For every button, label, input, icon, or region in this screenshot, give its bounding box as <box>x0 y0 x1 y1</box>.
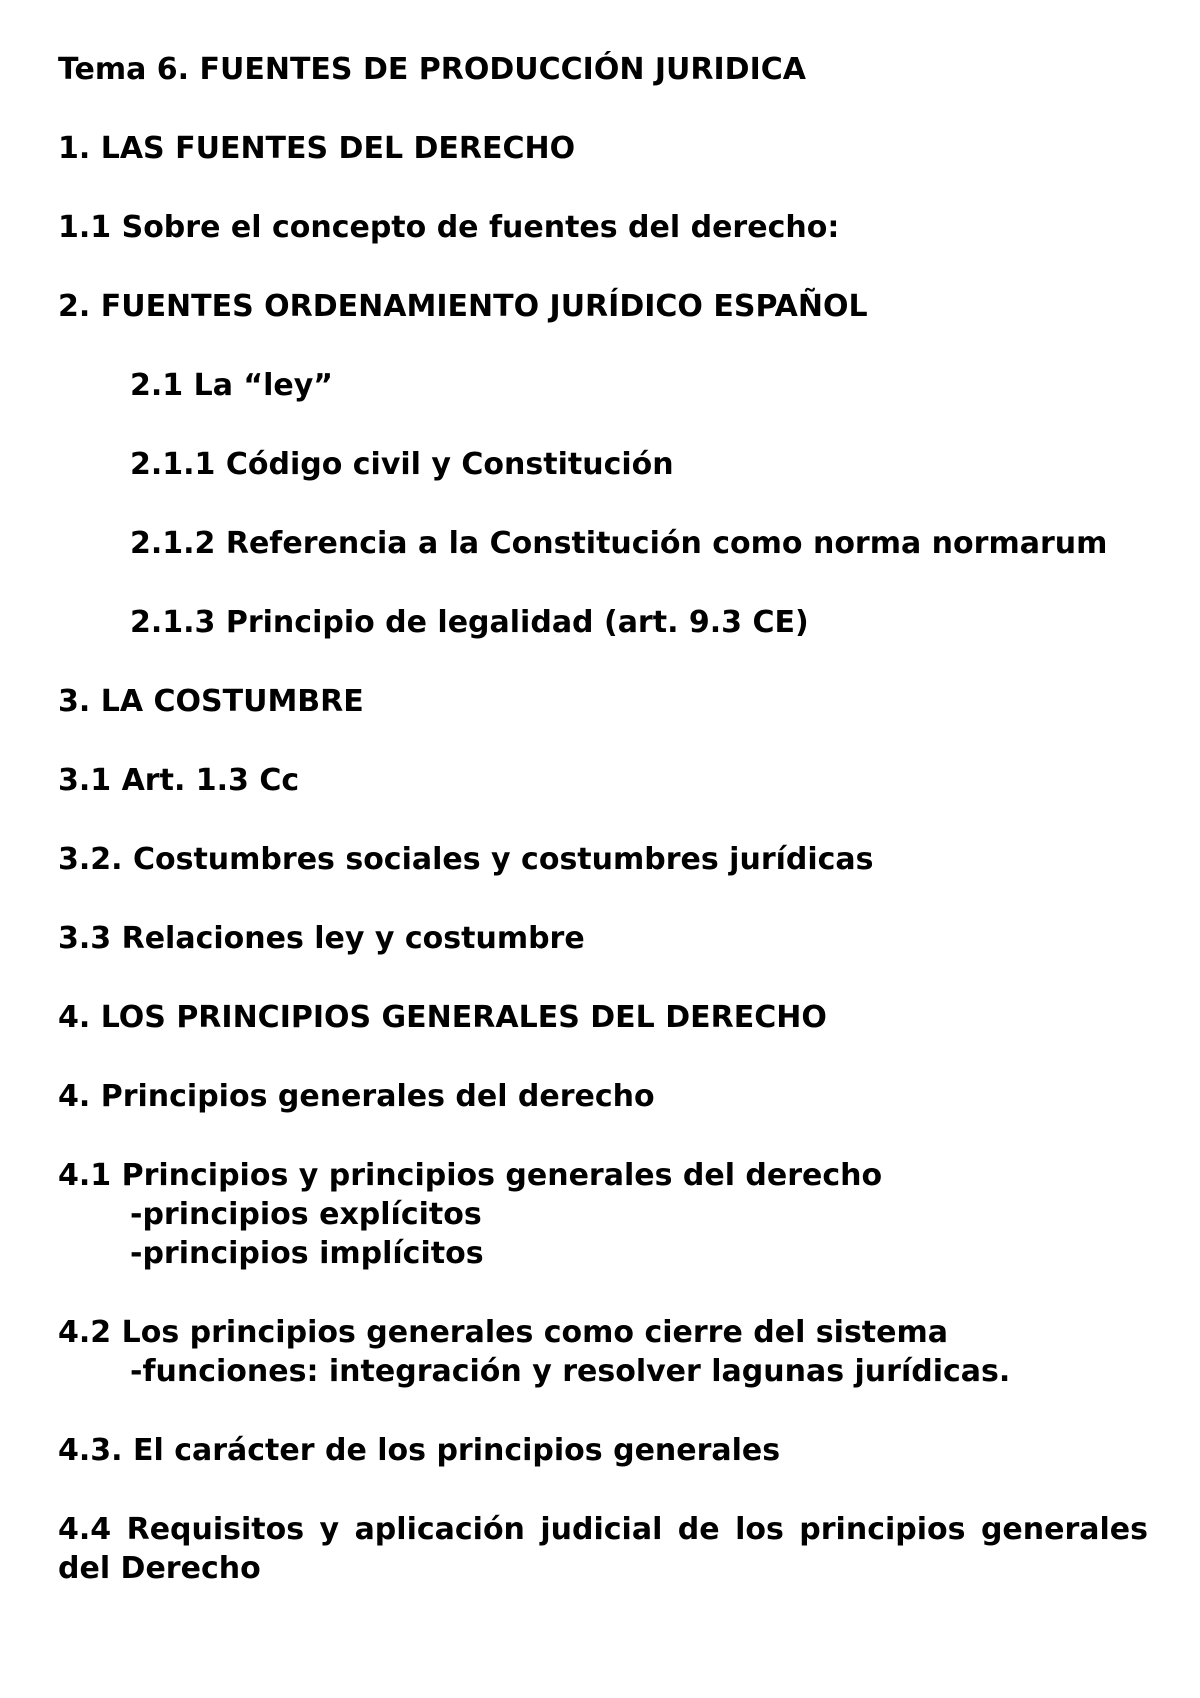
heading-3: 3. LA COSTUMBRE <box>58 684 364 719</box>
subheading-4-3: 4.3. El carácter de los principios generales <box>58 1433 781 1468</box>
list-item-implicit: -principios implícitos <box>130 1236 484 1271</box>
heading-4: 4. LOS PRINCIPIOS GENERALES DEL DERECHO <box>58 1000 827 1035</box>
list-item-functions: -funciones: integración y resolver lagunas jurídicas. <box>130 1354 1011 1389</box>
subheading-2-1: 2.1 La “ley” <box>130 368 334 403</box>
subheading-4-2: 4.2 Los principios generales como cierre del sistema <box>58 1315 948 1350</box>
heading-2: 2. FUENTES ORDENAMIENTO JURÍDICO ESPAÑOL <box>58 289 868 324</box>
subheading-3-1: 3.1 Art. 1.3 Cc <box>58 763 300 798</box>
subheading-3-3: 3.3 Relaciones ley y costumbre <box>58 921 585 956</box>
list-item-explicit: -principios explícitos <box>130 1197 482 1232</box>
subheading-4-1: 4.1 Principios y principios generales del derecho <box>58 1158 883 1193</box>
subheading-4: 4. Principios generales del derecho <box>58 1079 655 1114</box>
subheading-2-1-3: 2.1.3 Principio de legalidad (art. 9.3 CE) <box>130 605 809 640</box>
heading-1: 1. LAS FUENTES DEL DERECHO <box>58 131 576 166</box>
subheading-2-1-2: 2.1.2 Referencia a la Constitución como norma normarum <box>130 526 1108 561</box>
subheading-2-1-1: 2.1.1 Código civil y Constitución <box>130 447 674 482</box>
document-title: Tema 6. FUENTES DE PRODUCCIÓN JURIDICA <box>58 52 806 87</box>
section-4-1 <box>58 1156 1148 1273</box>
section-4-2 <box>58 1313 1148 1391</box>
subheading-1-1: 1.1 Sobre el concepto de fuentes del derecho: <box>58 210 840 245</box>
subheading-3-2: 3.2. Costumbres sociales y costumbres jurídicas <box>58 842 874 877</box>
subheading-4-4: 4.4 Requisitos y aplicación judicial de los principios generales del Derecho <box>58 1512 1148 1586</box>
document-page <box>58 50 1148 1628</box>
